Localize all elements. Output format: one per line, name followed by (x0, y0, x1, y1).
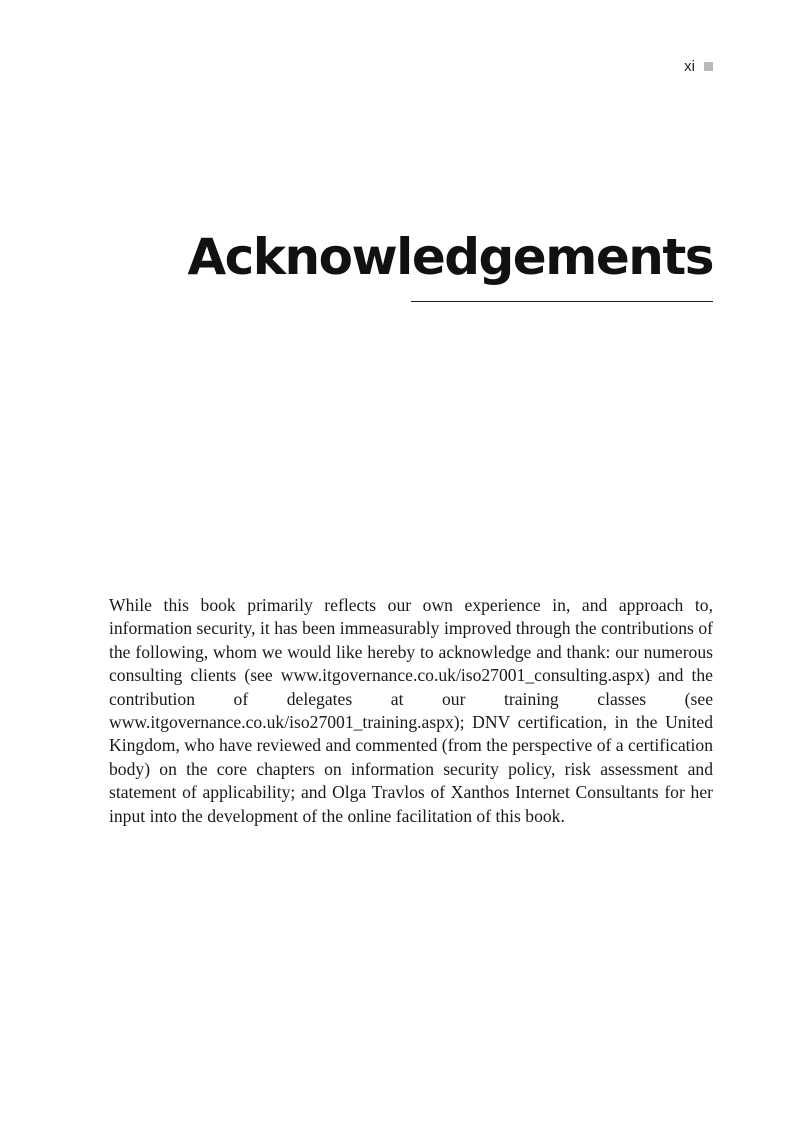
running-header (684, 58, 713, 75)
title-underline-rule (411, 301, 713, 302)
chapter-title: Acknowledgements (187, 228, 713, 286)
acknowledgements-paragraph: While this book primarily reflects our own experience in, and approach to, information security, it has been immeasurably improved through the contributions of the following, whom we would like hereby to acknowledge and thank: our numerous consulting clients (see www.itgovernance.co.uk/iso27001_consulting.aspx) and the contribution of delegates at our training classes (see www.itgovernance.co.uk/iso27001_training.aspx); DNV certification, in the United Kingdom, who have reviewed and commented (from the perspective of a certification body) on the core chapters on information security policy, risk assessment and statement of applicability; and Olga Travlos of Xanthos Internet Consultants for her input into the development of the online facilitation of this book. (109, 595, 713, 826)
page-number: xi (684, 58, 695, 75)
page-marker-square (704, 62, 713, 71)
